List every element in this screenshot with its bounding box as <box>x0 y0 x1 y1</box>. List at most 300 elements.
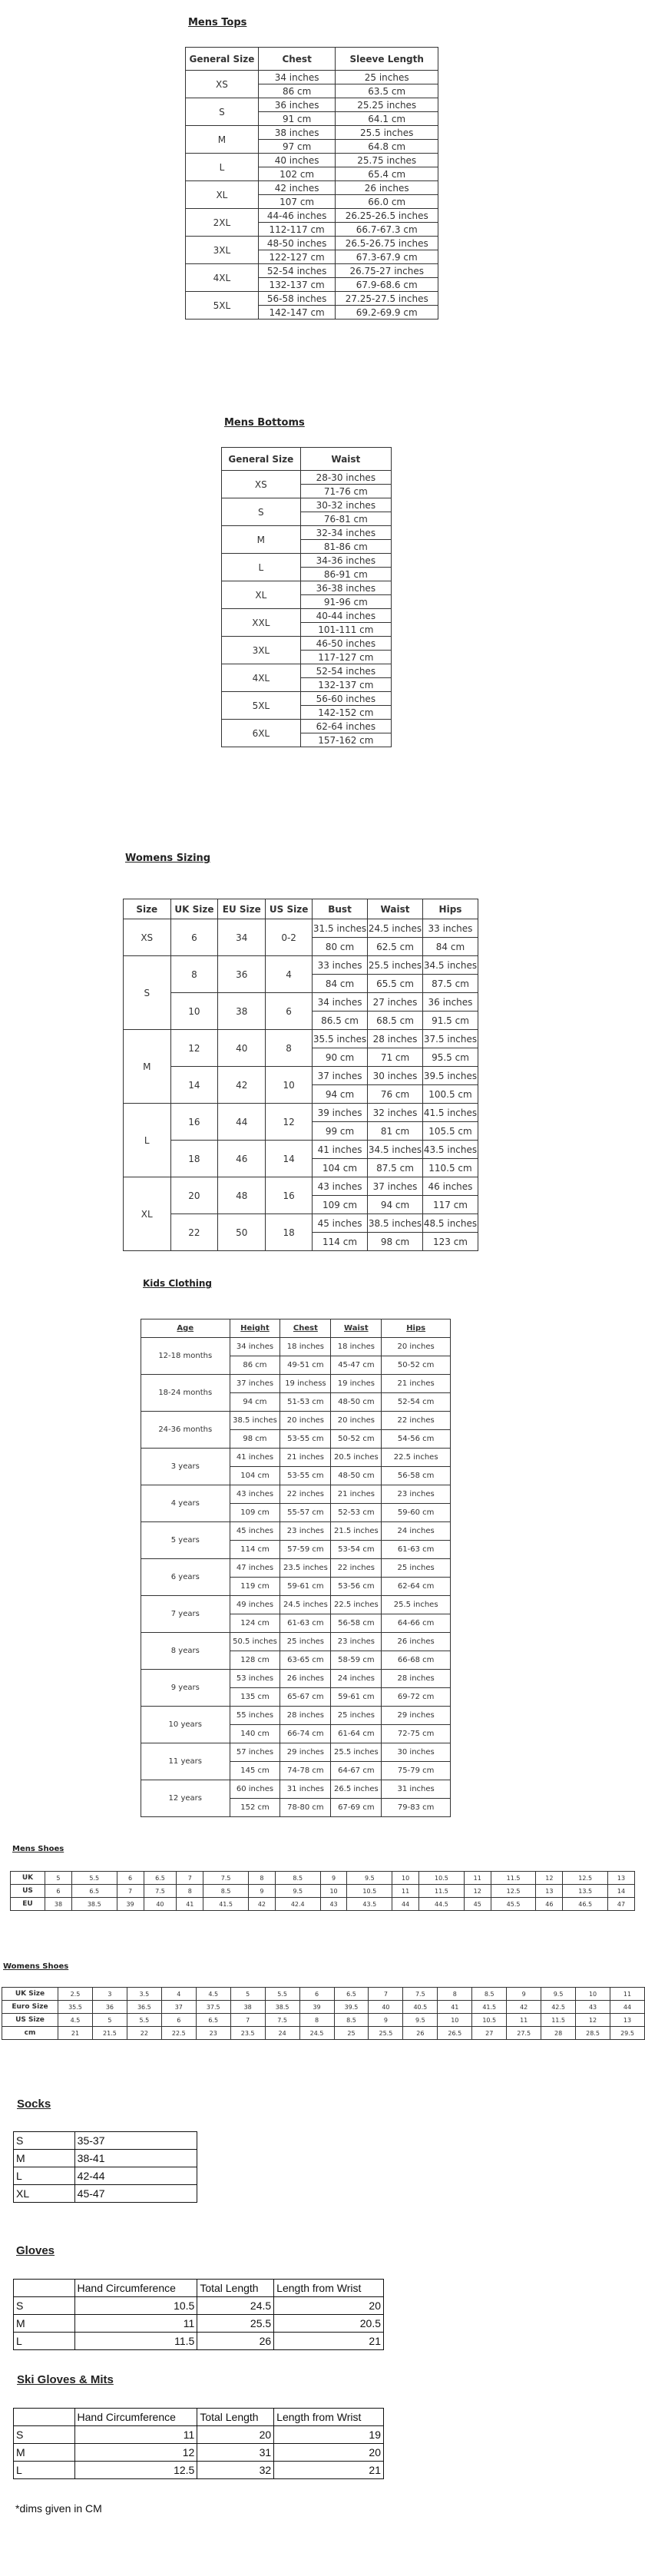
chest-cell: 26 inches <box>280 1670 331 1688</box>
size-value: 12 <box>536 1872 563 1885</box>
height-cell: 109 cm <box>230 1504 280 1522</box>
table-row <box>222 554 392 568</box>
size-value: 5.5 <box>127 2014 161 2027</box>
age-cell: 18-24 months <box>141 1375 230 1412</box>
sleeve-cell: 25.25 inches <box>336 98 438 112</box>
chest-cell: 52-54 inches <box>258 264 336 278</box>
uk-size-cell: 10 <box>170 993 218 1030</box>
uk-size-cell: 12 <box>170 1030 218 1067</box>
size-value: 6 <box>117 1872 144 1885</box>
gloves-table <box>13 2279 384 2350</box>
sleeve-cell: 69.2-69.9 cm <box>336 306 438 320</box>
hips-cell: 84 cm <box>422 938 478 956</box>
size-value: 9 <box>248 1885 275 1898</box>
measure-cell: 25.5 <box>197 2315 274 2333</box>
size-value: 23 <box>196 2027 230 2040</box>
waist-cell: 37 inches <box>368 1177 423 1196</box>
waist-cell: 52-54 inches <box>300 664 391 678</box>
hips-cell: 64-66 cm <box>382 1614 451 1633</box>
measure-cell: 24.5 <box>197 2297 274 2315</box>
size-value: 4.5 <box>58 2014 93 2027</box>
size-value: 13 <box>608 1872 635 1885</box>
waist-cell: 21 inches <box>331 1485 382 1504</box>
us-size-cell: 16 <box>266 1177 313 1214</box>
size-cell: XL <box>14 2185 75 2203</box>
size-value: 7 <box>117 1885 144 1898</box>
size-value: 8 <box>438 1988 472 2001</box>
table-row <box>14 2132 197 2150</box>
eu-size-cell: 38 <box>218 993 266 1030</box>
hips-cell: 29 inches <box>382 1707 451 1725</box>
sleeve-cell: 63.5 cm <box>336 84 438 98</box>
table-row <box>141 1375 451 1393</box>
size-value: 11.5 <box>541 2014 576 2027</box>
row-label: UK Size <box>2 1988 58 2001</box>
size-cell: XL <box>124 1177 171 1251</box>
height-cell: 114 cm <box>230 1541 280 1559</box>
table-row <box>141 1338 451 1356</box>
uk-size-cell: 16 <box>170 1104 218 1141</box>
chest-cell: 21 inches <box>280 1449 331 1467</box>
waist-cell: 64-67 cm <box>331 1762 382 1780</box>
size-value: 9 <box>320 1872 347 1885</box>
height-cell: 38.5 inches <box>230 1412 280 1430</box>
column-header: Age <box>141 1319 230 1338</box>
size-value: 38.5 <box>265 2001 299 2014</box>
table-row <box>141 1522 451 1541</box>
waist-cell: 56-58 cm <box>331 1614 382 1633</box>
size-cell: S <box>14 2297 75 2315</box>
waist-cell: 25.5 inches <box>331 1743 382 1762</box>
hips-cell: 28 inches <box>382 1670 451 1688</box>
waist-cell: 26.5 inches <box>331 1780 382 1799</box>
size-value: 6 <box>45 1885 72 1898</box>
size-value: 38.5 <box>71 1898 117 1911</box>
hips-cell: 123 cm <box>422 1233 478 1251</box>
mens-bottoms-title: Mens Bottoms <box>224 417 305 429</box>
size-cell: L <box>14 2167 75 2185</box>
waist-cell: 71 cm <box>368 1048 423 1067</box>
measure-cell: 12 <box>74 2444 197 2462</box>
waist-cell: 45-47 cm <box>331 1356 382 1375</box>
eu-size-cell: 48 <box>218 1177 266 1214</box>
measure-cell: 26 <box>197 2333 274 2350</box>
sleeve-cell: 26.5-26.75 inches <box>336 237 438 250</box>
table-row <box>186 209 438 223</box>
measure-cell: 20 <box>197 2426 274 2444</box>
table-row <box>11 1898 635 1911</box>
womens-shoes-table <box>2 1987 645 2040</box>
kids-clothing-table <box>141 1319 451 1817</box>
size-value: 8.5 <box>334 2014 369 2027</box>
column-header: General Size <box>222 448 301 471</box>
size-value: 11 <box>464 1872 491 1885</box>
waist-cell: 48-50 cm <box>331 1393 382 1412</box>
age-cell: 6 years <box>141 1559 230 1596</box>
size-value: 13 <box>536 1885 563 1898</box>
chest-cell: 38 inches <box>258 126 336 140</box>
eu-size-cell: 46 <box>218 1141 266 1177</box>
table-row <box>141 1596 451 1614</box>
waist-cell: 76-81 cm <box>300 512 391 526</box>
age-cell: 11 years <box>141 1743 230 1780</box>
mens-shoes-title: Mens Shoes <box>12 1845 64 1853</box>
hips-cell: 61-63 cm <box>382 1541 451 1559</box>
height-cell: 41 inches <box>230 1449 280 1467</box>
hips-cell: 31 inches <box>382 1780 451 1799</box>
waist-cell: 94 cm <box>368 1196 423 1214</box>
table-row <box>141 1633 451 1651</box>
size-value: 42.4 <box>275 1898 320 1911</box>
table-row <box>124 1141 478 1159</box>
size-cell: XXL <box>222 609 301 637</box>
row-label: cm <box>2 2027 58 2040</box>
measure-cell: 20.5 <box>274 2315 384 2333</box>
size-value: 7.5 <box>203 1872 249 1885</box>
size-cell: L <box>14 2333 75 2350</box>
size-value: 45.5 <box>491 1898 536 1911</box>
waist-cell: 23 inches <box>331 1633 382 1651</box>
size-cell: 4XL <box>222 664 301 692</box>
bust-cell: 37 inches <box>313 1067 368 1085</box>
height-cell: 124 cm <box>230 1614 280 1633</box>
size-cell: 2XL <box>186 209 259 237</box>
size-value: 12 <box>576 2014 610 2027</box>
waist-cell: 142-152 cm <box>300 706 391 720</box>
height-cell: 140 cm <box>230 1725 280 1743</box>
size-cell: 3XL <box>222 637 301 664</box>
size-value: 6.5 <box>71 1885 117 1898</box>
waist-cell: 71-76 cm <box>300 485 391 498</box>
waist-cell: 40-44 inches <box>300 609 391 623</box>
column-header: Hips <box>382 1319 451 1338</box>
waist-cell: 28 inches <box>368 1030 423 1048</box>
size-value: 40.5 <box>403 2001 438 2014</box>
chest-cell: 56-58 inches <box>258 292 336 306</box>
waist-cell: 32 inches <box>368 1104 423 1122</box>
table-row <box>186 126 438 140</box>
table-row <box>141 1449 451 1467</box>
waist-cell: 52-53 cm <box>331 1504 382 1522</box>
height-cell: 104 cm <box>230 1467 280 1485</box>
uk-size-cell: 14 <box>170 1067 218 1104</box>
waist-cell: 87.5 cm <box>368 1159 423 1177</box>
waist-cell: 53-54 cm <box>331 1541 382 1559</box>
womens-shoes-title: Womens Shoes <box>3 1962 69 1971</box>
size-value: 11 <box>610 1988 645 2001</box>
chest-cell: 28 inches <box>280 1707 331 1725</box>
waist-cell: 30 inches <box>368 1067 423 1085</box>
waist-cell: 20.5 inches <box>331 1449 382 1467</box>
size-value: 21.5 <box>92 2027 127 2040</box>
size-value: 42.5 <box>541 2001 576 2014</box>
size-cell: M <box>222 526 301 554</box>
column-header: Hand Circumference <box>74 2409 197 2426</box>
size-value: 43 <box>320 1898 347 1911</box>
hips-cell: 72-75 cm <box>382 1725 451 1743</box>
size-cell: M <box>14 2315 75 2333</box>
size-value: 11 <box>392 1885 419 1898</box>
column-header: Hand Circumference <box>74 2280 197 2297</box>
age-cell: 5 years <box>141 1522 230 1559</box>
hips-cell: 69-72 cm <box>382 1688 451 1707</box>
age-cell: 9 years <box>141 1670 230 1707</box>
table-row <box>141 1412 451 1430</box>
size-value: 8.5 <box>472 1988 507 2001</box>
eu-size-cell: 50 <box>218 1214 266 1251</box>
column-header <box>14 2409 75 2426</box>
height-cell: 34 inches <box>230 1338 280 1356</box>
uk-size-cell: 20 <box>170 1177 218 1214</box>
waist-cell: 25.5 inches <box>368 956 423 975</box>
table-row <box>14 2297 384 2315</box>
table-row <box>141 1780 451 1799</box>
size-value: 37.5 <box>196 2001 230 2014</box>
chest-cell: 31 inches <box>280 1780 331 1799</box>
table-row <box>222 692 392 706</box>
column-header: Waist <box>331 1319 382 1338</box>
size-value: 3.5 <box>127 1988 161 2001</box>
chest-cell: 53-55 cm <box>280 1430 331 1449</box>
chest-cell: 53-55 cm <box>280 1467 331 1485</box>
size-value: 39.5 <box>334 2001 369 2014</box>
bust-cell: 45 inches <box>313 1214 368 1233</box>
hips-cell: 21 inches <box>382 1375 451 1393</box>
waist-cell: 34-36 inches <box>300 554 391 568</box>
bust-cell: 43 inches <box>313 1177 368 1196</box>
hips-cell: 52-54 cm <box>382 1393 451 1412</box>
chest-cell: 40 inches <box>258 154 336 167</box>
size-value: 10 <box>392 1872 419 1885</box>
us-size-cell: 4 <box>266 956 313 993</box>
size-value: 38 <box>230 2001 265 2014</box>
age-cell: 3 years <box>141 1449 230 1485</box>
chest-cell: 24.5 inches <box>280 1596 331 1614</box>
age-cell: 12 years <box>141 1780 230 1817</box>
size-value: 13 <box>610 2014 645 2027</box>
size-value: 22.5 <box>161 2027 196 2040</box>
hips-cell: 26 inches <box>382 1633 451 1651</box>
size-value: 41.5 <box>472 2001 507 2014</box>
hips-cell: 20 inches <box>382 1338 451 1356</box>
hips-cell: 46 inches <box>422 1177 478 1196</box>
row-label: UK <box>11 1872 45 1885</box>
waist-cell: 132-137 cm <box>300 678 391 692</box>
table-row <box>11 1872 635 1885</box>
bust-cell: 84 cm <box>313 975 368 993</box>
hips-cell: 41.5 inches <box>422 1104 478 1122</box>
size-value: 7.5 <box>403 1988 438 2001</box>
waist-cell: 62.5 cm <box>368 938 423 956</box>
waist-cell: 27 inches <box>368 993 423 1012</box>
chest-cell: 112-117 cm <box>258 223 336 237</box>
table-row <box>222 609 392 623</box>
height-cell: 94 cm <box>230 1393 280 1412</box>
range-cell: 38-41 <box>74 2150 197 2167</box>
size-value: 40 <box>144 1898 177 1911</box>
us-size-cell: 6 <box>266 993 313 1030</box>
waist-cell: 22 inches <box>331 1559 382 1578</box>
size-value: 27.5 <box>507 2027 541 2040</box>
measure-cell: 21 <box>274 2333 384 2350</box>
table-row <box>124 956 478 975</box>
size-value: 36 <box>92 2001 127 2014</box>
waist-cell: 24 inches <box>331 1670 382 1688</box>
table-row <box>14 2150 197 2167</box>
column-header: General Size <box>186 48 259 71</box>
sleeve-cell: 25.75 inches <box>336 154 438 167</box>
height-cell: 50.5 inches <box>230 1633 280 1651</box>
uk-size-cell: 18 <box>170 1141 218 1177</box>
column-header: EU Size <box>218 899 266 919</box>
hips-cell: 33 inches <box>422 919 478 938</box>
age-cell: 12-18 months <box>141 1338 230 1375</box>
chest-cell: 23.5 inches <box>280 1559 331 1578</box>
chest-cell: 142-147 cm <box>258 306 336 320</box>
chest-cell: 132-137 cm <box>258 278 336 292</box>
age-cell: 10 years <box>141 1707 230 1743</box>
table-row <box>186 154 438 167</box>
eu-size-cell: 34 <box>218 919 266 956</box>
size-cell: XL <box>186 181 259 209</box>
size-value: 23.5 <box>230 2027 265 2040</box>
waist-cell: 68.5 cm <box>368 1012 423 1030</box>
sleeve-cell: 26.75-27 inches <box>336 264 438 278</box>
hips-cell: 56-58 cm <box>382 1467 451 1485</box>
size-value: 8 <box>299 2014 334 2027</box>
size-value: 6.5 <box>196 2014 230 2027</box>
chest-cell: 74-78 cm <box>280 1762 331 1780</box>
waist-cell: 65.5 cm <box>368 975 423 993</box>
size-value: 27 <box>472 2027 507 2040</box>
size-value: 41.5 <box>203 1898 249 1911</box>
chest-cell: 18 inches <box>280 1338 331 1356</box>
column-header: US Size <box>266 899 313 919</box>
measure-cell: 32 <box>197 2462 274 2479</box>
size-value: 12.5 <box>491 1885 536 1898</box>
eu-size-cell: 44 <box>218 1104 266 1141</box>
age-cell: 7 years <box>141 1596 230 1633</box>
waist-cell: 30-32 inches <box>300 498 391 512</box>
size-value: 11 <box>507 2014 541 2027</box>
sleeve-cell: 26.25-26.5 inches <box>336 209 438 223</box>
waist-cell: 50-52 cm <box>331 1430 382 1449</box>
size-value: 40 <box>369 2001 403 2014</box>
chest-cell: 97 cm <box>258 140 336 154</box>
socks-title: Socks <box>17 2098 51 2111</box>
hips-cell: 54-56 cm <box>382 1430 451 1449</box>
size-cell: XS <box>222 471 301 498</box>
bust-cell: 35.5 inches <box>313 1030 368 1048</box>
us-size-cell: 12 <box>266 1104 313 1141</box>
size-cell: XL <box>222 581 301 609</box>
size-value: 7 <box>230 2014 265 2027</box>
hips-cell: 110.5 cm <box>422 1159 478 1177</box>
size-value: 12.5 <box>563 1872 608 1885</box>
table-row <box>141 1743 451 1762</box>
size-cell: S <box>14 2426 75 2444</box>
waist-cell: 98 cm <box>368 1233 423 1251</box>
size-cell: XS <box>186 71 259 98</box>
column-header: Length from Wrist <box>274 2280 384 2297</box>
height-cell: 55 inches <box>230 1707 280 1725</box>
size-value: 7.5 <box>144 1885 177 1898</box>
range-cell: 35-37 <box>74 2132 197 2150</box>
table-row <box>222 637 392 651</box>
us-size-cell: 8 <box>266 1030 313 1067</box>
hips-cell: 30 inches <box>382 1743 451 1762</box>
chest-cell: 55-57 cm <box>280 1504 331 1522</box>
size-value: 26.5 <box>438 2027 472 2040</box>
measure-cell: 20 <box>274 2297 384 2315</box>
table-row <box>186 237 438 250</box>
ski-gloves-table <box>13 2408 384 2479</box>
size-value: 11.5 <box>491 1872 536 1885</box>
height-cell: 53 inches <box>230 1670 280 1688</box>
measure-cell: 31 <box>197 2444 274 2462</box>
table-row <box>14 2315 384 2333</box>
size-cell: M <box>124 1030 171 1104</box>
size-value: 42 <box>248 1898 275 1911</box>
column-header: Chest <box>280 1319 331 1338</box>
chest-cell: 107 cm <box>258 195 336 209</box>
waist-cell: 62-64 inches <box>300 720 391 733</box>
size-value: 28 <box>541 2027 576 2040</box>
table-row <box>186 264 438 278</box>
socks-table <box>13 2131 197 2203</box>
eu-size-cell: 40 <box>218 1030 266 1067</box>
column-header: Waist <box>368 899 423 919</box>
size-value: 9.5 <box>347 1872 392 1885</box>
chest-cell: 36 inches <box>258 98 336 112</box>
size-value: 7 <box>369 1988 403 2001</box>
column-header: Chest <box>258 48 336 71</box>
table-row <box>14 2167 197 2185</box>
chest-cell: 66-74 cm <box>280 1725 331 1743</box>
height-cell: 86 cm <box>230 1356 280 1375</box>
size-value: 9.5 <box>541 1988 576 2001</box>
column-header: Sleeve Length <box>336 48 438 71</box>
size-value: 12 <box>464 1885 491 1898</box>
measure-cell: 20 <box>274 2444 384 2462</box>
sleeve-cell: 27.25-27.5 inches <box>336 292 438 306</box>
waist-cell: 91-96 cm <box>300 595 391 609</box>
size-cell: L <box>222 554 301 581</box>
table-row <box>186 181 438 195</box>
hips-cell: 75-79 cm <box>382 1762 451 1780</box>
hips-cell: 62-64 cm <box>382 1578 451 1596</box>
column-header: Total Length <box>197 2280 274 2297</box>
waist-cell: 20 inches <box>331 1412 382 1430</box>
measure-cell: 12.5 <box>74 2462 197 2479</box>
chest-cell: 25 inches <box>280 1633 331 1651</box>
sleeve-cell: 67.9-68.6 cm <box>336 278 438 292</box>
size-value: 10.5 <box>347 1885 392 1898</box>
size-value: 14 <box>608 1885 635 1898</box>
waist-cell: 21.5 inches <box>331 1522 382 1541</box>
table-row <box>186 292 438 306</box>
measure-cell: 11.5 <box>74 2333 197 2350</box>
size-value: 21 <box>58 2027 93 2040</box>
row-label: US Size <box>2 2014 58 2027</box>
us-size-cell: 14 <box>266 1141 313 1177</box>
size-cell: 5XL <box>186 292 259 320</box>
waist-cell: 24.5 inches <box>368 919 423 938</box>
bust-cell: 90 cm <box>313 1048 368 1067</box>
chest-cell: 59-61 cm <box>280 1578 331 1596</box>
sleeve-cell: 64.1 cm <box>336 112 438 126</box>
column-header: Waist <box>300 448 391 471</box>
